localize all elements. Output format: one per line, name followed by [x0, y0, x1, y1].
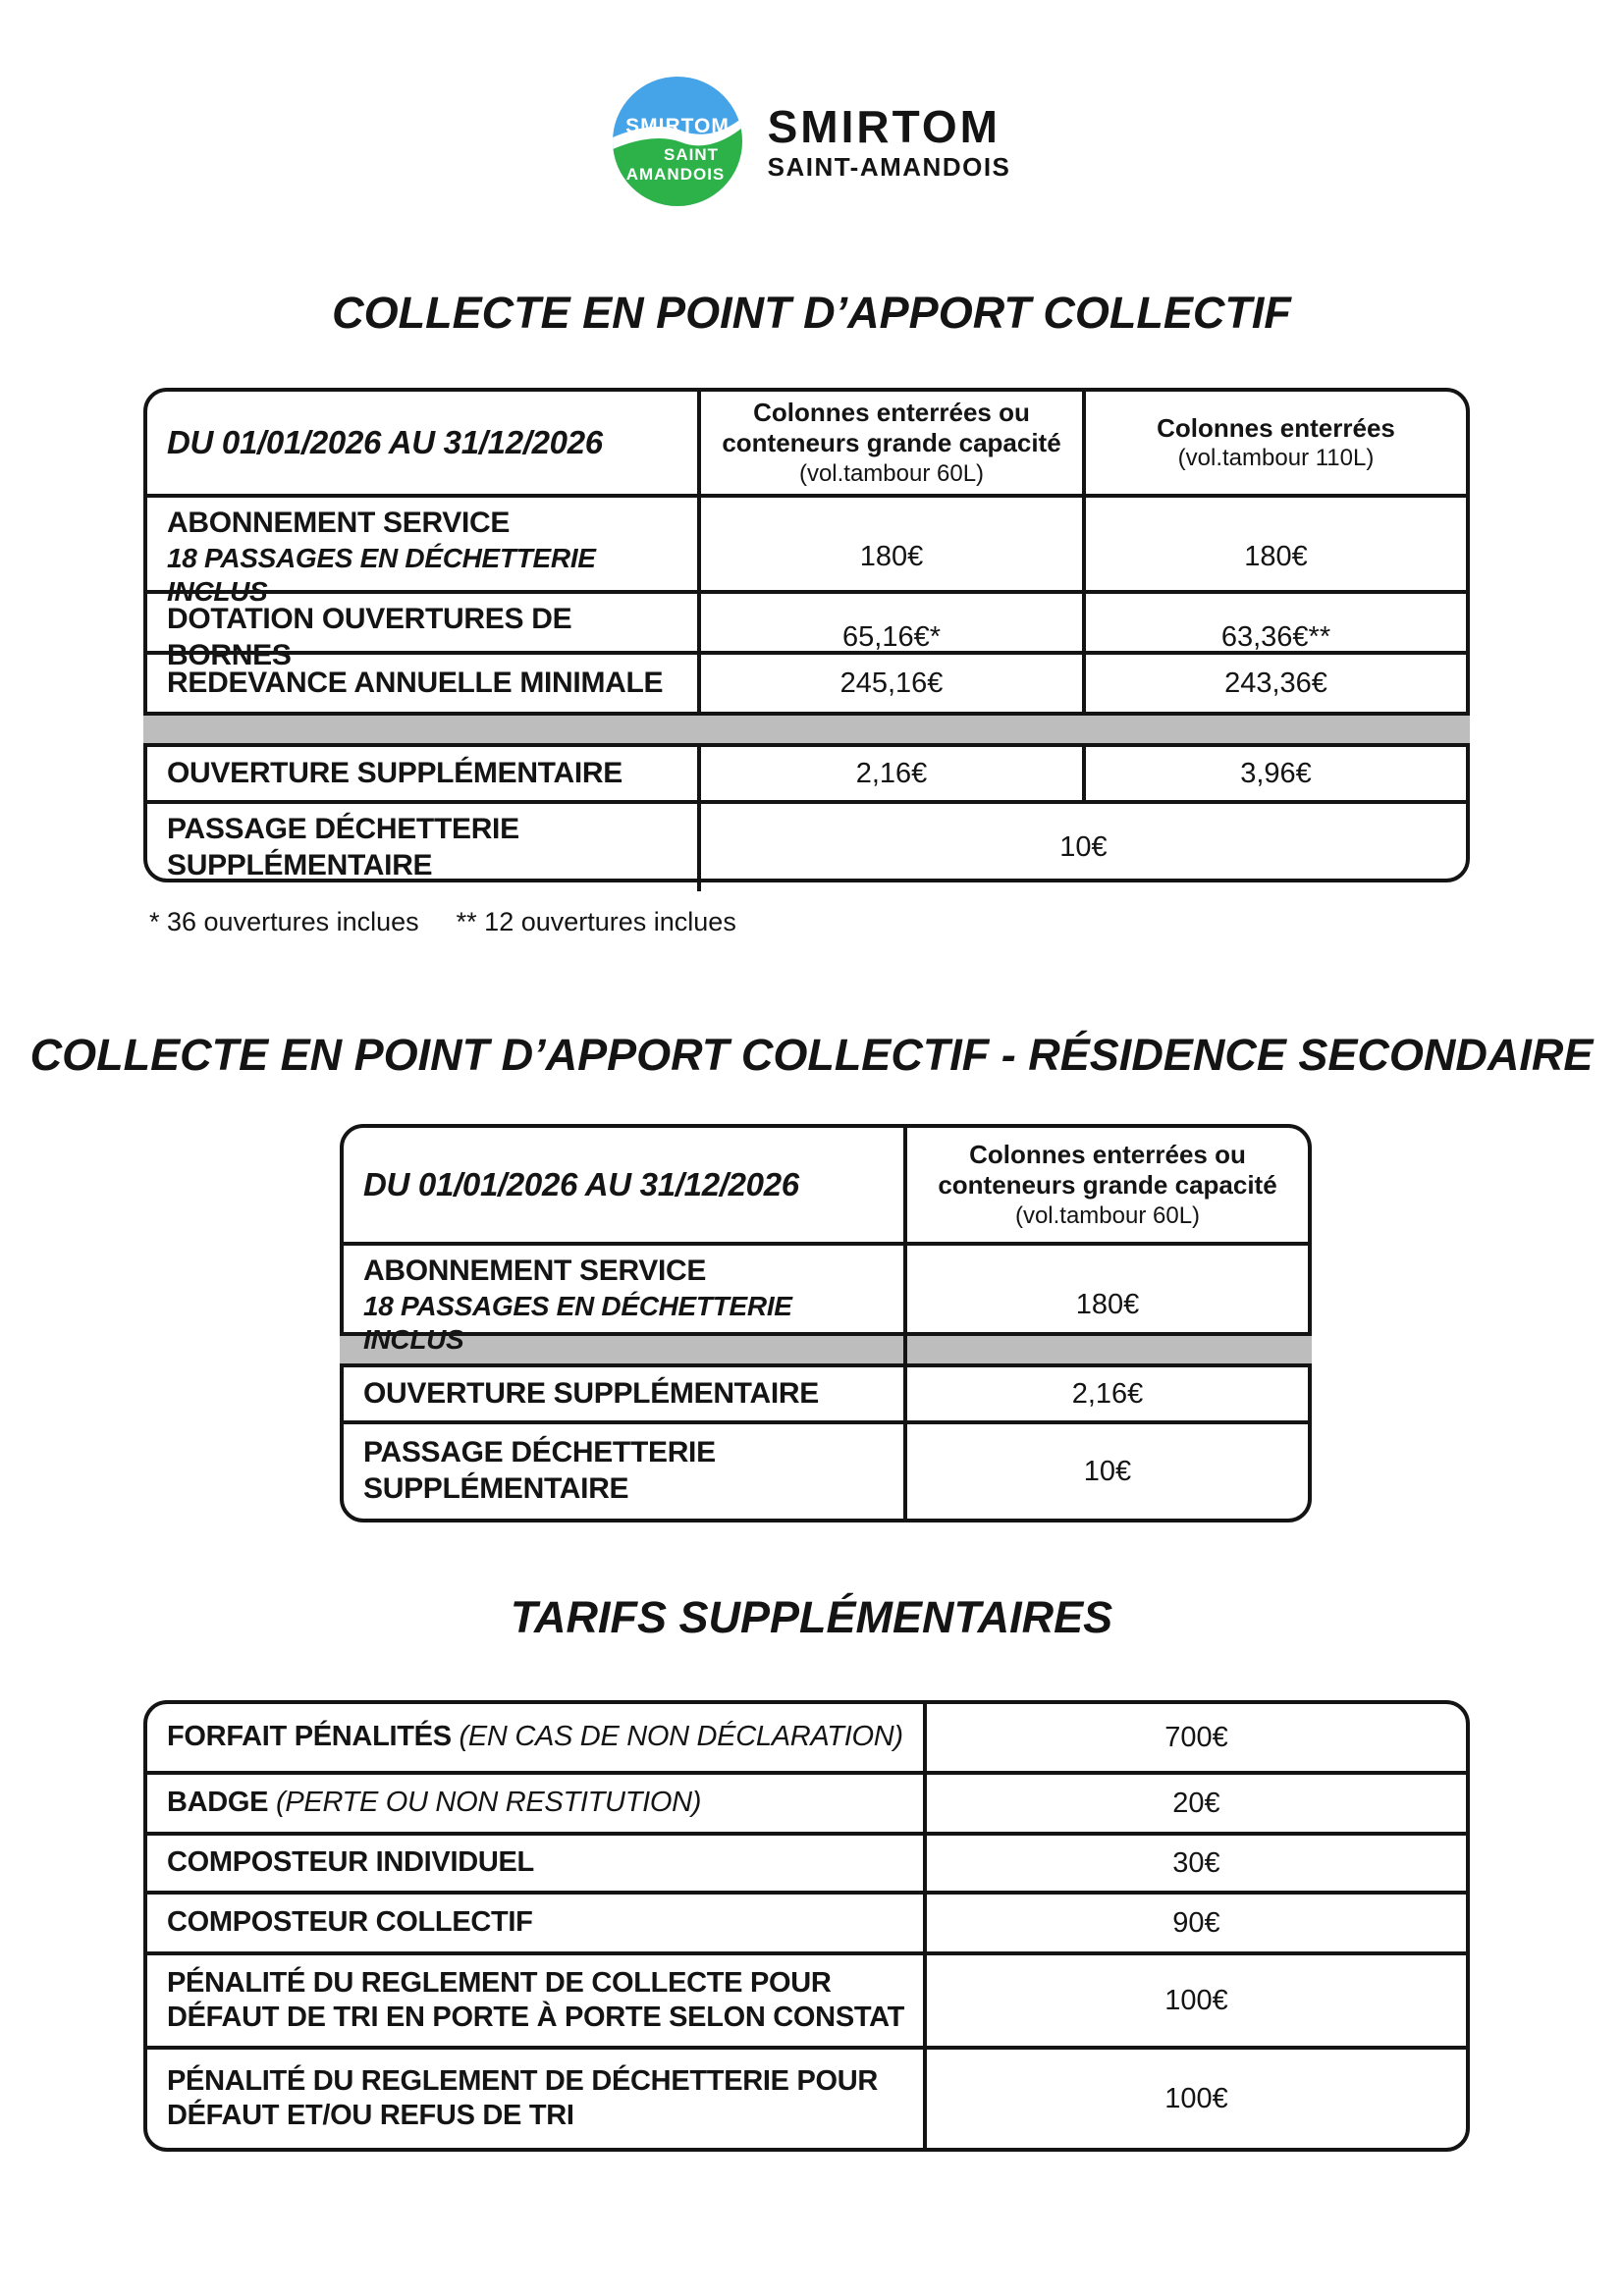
section-title-residence: COLLECTE EN POINT D’APPORT COLLECTIF - RÉSIDENCE SECONDAIRE: [29, 1030, 1594, 1080]
price-cell: 20€: [923, 1775, 1466, 1832]
price-cell: 700€: [923, 1704, 1466, 1771]
price-cell: 2,16€: [903, 1367, 1308, 1420]
price-cell: 65,16€*: [697, 594, 1082, 681]
row-label: COMPOSTEUR INDIVIDUEL: [167, 1846, 534, 1879]
price-cell: 180€: [903, 1246, 1308, 1364]
price-cell: 180€: [1082, 498, 1466, 616]
table-row-abonnement: [344, 1242, 1308, 1355]
price-cell: 3,96€: [1082, 747, 1466, 800]
table-row-passage: [147, 800, 1466, 879]
table-row-composteur-collectif: [147, 1891, 1466, 1951]
table-residence-main-box: [340, 1124, 1312, 1355]
row-label: ABONNEMENT SERVICE 18 PASSAGES EN DÉCHETTERIE INCLUS: [363, 1255, 792, 1355]
table-residence: [340, 1124, 1312, 1522]
footnotes: [149, 907, 736, 937]
table-collectif-main-box: [143, 388, 1470, 716]
badge-text-amandois: AMANDOIS: [625, 165, 725, 184]
row-label: OUVERTURE SUPPLÉMENTAIRE: [167, 756, 622, 789]
footnote-12-ouvertures: ** 12 ouvertures inclues: [456, 907, 736, 936]
price-cell: 10€: [697, 804, 1466, 891]
table-row-dotation: [147, 590, 1466, 671]
table-row-penalite-dechetterie: [147, 2046, 1466, 2148]
row-label: OUVERTURE SUPPLÉMENTAIRE: [363, 1376, 819, 1410]
row-label: BADGE (PERTE OU NON RESTITUTION): [167, 1787, 702, 1819]
price-cell: 10€: [903, 1424, 1308, 1519]
footnote-36-ouvertures: * 36 ouvertures inclues: [149, 907, 419, 936]
price-cell: 30€: [923, 1836, 1466, 1891]
row-label: REDEVANCE ANNUELLE MINIMALE: [167, 666, 664, 699]
row-label: DOTATION OUVERTURES DE BORNES: [167, 603, 572, 671]
table-collectif-extra-box: [143, 743, 1470, 882]
table-row-redevance: [147, 651, 1466, 712]
column-header-60l: Colonnes enterrées ou conteneurs grande capacité (vol.tambour 60L): [903, 1128, 1308, 1242]
row-label: COMPOSTEUR COLLECTIF: [167, 1906, 533, 1939]
table-residence-extra-box: [340, 1363, 1312, 1522]
column-header-110l: Colonnes enterrées (vol.tambour 110L): [1082, 392, 1466, 494]
price-cell: 63,36€**: [1082, 594, 1466, 681]
wordmark: [767, 100, 1011, 182]
table-row-forfait: [147, 1704, 1466, 1771]
table-tarifs-box: [143, 1700, 1470, 2152]
price-cell: 90€: [923, 1895, 1466, 1951]
price-cell: 2,16€: [697, 747, 1082, 800]
row-label: PASSAGE DÉCHETTERIE SUPPLÉMENTAIRE: [167, 813, 519, 881]
table-row-ouverture: [147, 747, 1466, 800]
table-tarifs: [143, 1700, 1470, 2152]
section-title-tarifs: TARIFS SUPPLÉMENTAIRES: [510, 1592, 1113, 1642]
section-title-collectif: COLLECTE EN POINT D’APPORT COLLECTIF: [332, 288, 1291, 338]
badge-text-saint: SAINT: [663, 145, 719, 164]
table-row-composteur-individuel: [147, 1832, 1466, 1891]
period-cell: DU 01/01/2026 AU 31/12/2026: [363, 1165, 799, 1202]
wordmark-subname: SAINT-AMANDOIS: [767, 151, 1011, 182]
table-row-passage: [344, 1420, 1308, 1519]
price-cell: 180€: [697, 498, 1082, 616]
header-logo: [0, 77, 1623, 206]
badge-text-smirtom: SMIRTOM: [624, 115, 730, 137]
row-label: FORFAIT PÉNALITÉS (EN CAS DE NON DÉCLARATION): [167, 1721, 903, 1753]
table-row-abonnement: [147, 494, 1466, 607]
row-label: PASSAGE DÉCHETTERIE SUPPLÉMENTAIRE: [363, 1436, 716, 1505]
wordmark-name: SMIRTOM: [767, 100, 1001, 152]
table-row-header: [344, 1128, 1308, 1242]
table-row-ouverture: [344, 1367, 1308, 1420]
row-label: PÉNALITÉ DU REGLEMENT DE DÉCHETTERIE POUR DÉFAUT ET/OU REFUS DE TRI: [167, 2064, 879, 2131]
period-cell: DU 01/01/2026 AU 31/12/2026: [167, 423, 603, 460]
price-cell: 100€: [923, 2050, 1466, 2148]
price-cell: 245,16€: [697, 655, 1082, 712]
column-header-60l: Colonnes enterrées ou conteneurs grande capacité (vol.tambour 60L): [697, 392, 1082, 494]
row-label: PÉNALITÉ DU REGLEMENT DE COLLECTE POUR DÉFAUT DE TRI EN PORTE À PORTE SELON CONSTAT: [167, 1966, 905, 2033]
table-row-badge: [147, 1771, 1466, 1832]
table-row-penalite-collecte: [147, 1951, 1466, 2046]
price-cell: 100€: [923, 1955, 1466, 2046]
price-cell: 243,36€: [1082, 655, 1466, 712]
smirtom-badge-icon: [613, 77, 742, 206]
gray-divider-bar: [143, 716, 1470, 743]
table-collectif: [143, 388, 1470, 882]
row-label: ABONNEMENT SERVICE 18 PASSAGES EN DÉCHETTERIE INCLUS: [167, 507, 596, 607]
table-row-header: [147, 392, 1466, 494]
